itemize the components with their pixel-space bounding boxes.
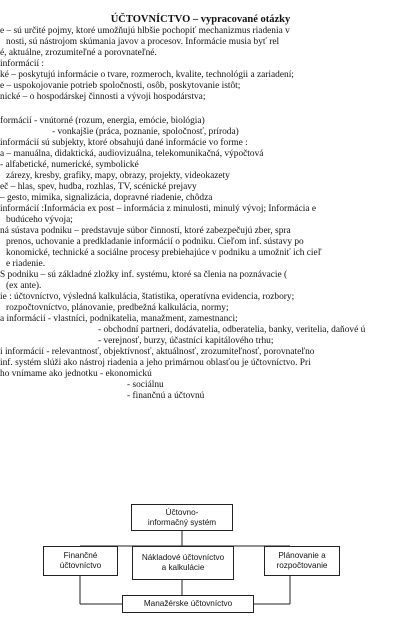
text-line: e – uspokojovanie potrieb spoločnosti, osôb, poskytovanie istôt; bbox=[0, 81, 241, 91]
diagram-node-middle: Nákladové účtovníctvo a kalkulácie bbox=[132, 546, 234, 580]
text-line: konomické, technické a sociálne procesy prebiehajúce v podniku a umožniť ich cieľ bbox=[6, 248, 322, 258]
text-line: zárezy, kresby, grafiky, mapy, obrazy, projekty, videokazety bbox=[6, 171, 230, 181]
text-line: e riadenie. bbox=[6, 259, 46, 269]
text-line: - verejnosť, burzy, účastníci kapitálového trhu; bbox=[98, 336, 274, 346]
text-line: – gesto, mimika, signalizácia, dopravné riadenie, chôdza bbox=[0, 193, 213, 203]
text-line: ná sústava podniku – predstavuje súbor činností, ktoré zabezpečujú zber, spra bbox=[0, 226, 291, 236]
text-line: informácií : bbox=[0, 59, 44, 69]
text-line: a – manuálna, didaktická, audiovizuálna, telekomunikačná, výpočtová bbox=[0, 149, 264, 159]
text-line: (ex ante). bbox=[6, 281, 42, 291]
text-line: - sociálnu bbox=[127, 380, 164, 390]
text-line: nické – o hospodárskej činnosti a vývoji hospodárstva; bbox=[0, 92, 206, 102]
text-line: e – sú určité pojmy, ktoré umožňujú hlbšie pochopiť mechanizmus riadenia v bbox=[0, 26, 290, 36]
text-line: formácií - vnútorné (rozum, energia, emócie, biológia) bbox=[0, 116, 205, 126]
text-line: informácií sú subjekty, ktoré obsahujú dané informácie vo forme : bbox=[0, 138, 248, 148]
text-line: a informácií - vlastníci, podnikatelia, manažment, zamestnanci; bbox=[0, 314, 238, 324]
text-line: prenos, uchovanie a predkladanie informácií o podniku. Cieľom inf. sústavy po bbox=[6, 237, 304, 247]
text-line: ho vnímame ako jednotku - ekonomickú bbox=[0, 369, 152, 379]
text-line: S podniku – sú základné zložky inf. systému, ktoré sa členia na poznávacie ( bbox=[0, 270, 288, 280]
text-line: - alfabetické, numerické, symbolické bbox=[0, 160, 139, 170]
text-line: nosti, sú nástrojom skúmania javov a procesov. Informácie musia byť rel bbox=[6, 37, 280, 47]
diagram-node-bottom: Manažérske účtovníctvo bbox=[122, 595, 254, 613]
text-line: - obchodní partneri, dodávatelia, odberatelia, banky, veritelia, daňové ú bbox=[98, 325, 366, 335]
text-line: - vonkajšie (práca, poznanie, spoločnosť, príroda) bbox=[52, 127, 239, 137]
text-line: inf. systém slúži ako nástroj riadenia a jeho primárnou oblasťou je účtovníctvo. Pri bbox=[0, 358, 311, 368]
page-title: ÚČTOVNÍCTVO – vypracované otázky bbox=[110, 14, 291, 25]
text-line: i informácií - relevantnosť, objektívnosť, aktuálnosť, zrozumiteľnosť, porovnateľno bbox=[0, 347, 315, 357]
diagram-node-top: Účtovno- informačný systém bbox=[131, 504, 233, 531]
diagram-node-right: Plánovanie a rozpočtovanie bbox=[264, 546, 340, 576]
text-line: ké – poskytujú informácie o tvare, rozmeroch, kvalite, technológii a zariadení; bbox=[0, 70, 294, 80]
text-line: budúceho vývoja; bbox=[6, 215, 73, 225]
diagram-node-left: Finančné účtovníctvo bbox=[43, 546, 118, 576]
text-line: - finančnú a účtovnú bbox=[127, 391, 205, 401]
text-line: informácií :Informácia ex post – informácia z minulosti, minulý vývoj; Informácia e bbox=[0, 204, 317, 214]
text-line: rozpočtovníctvo, plánovanie, predbežná kalkulácia, normy; bbox=[6, 303, 229, 313]
text-line: ie : účtovníctvo, výsledná kalkulácia, štatistika, operatívna evidencia, rozbory; bbox=[0, 292, 295, 302]
text-line: eč – hlas, spev, hudba, rozhlas, TV, scénické prejavy bbox=[0, 182, 197, 192]
text-line: é, aktuálne, zrozumiteľné a porovnateľné. bbox=[0, 48, 157, 58]
